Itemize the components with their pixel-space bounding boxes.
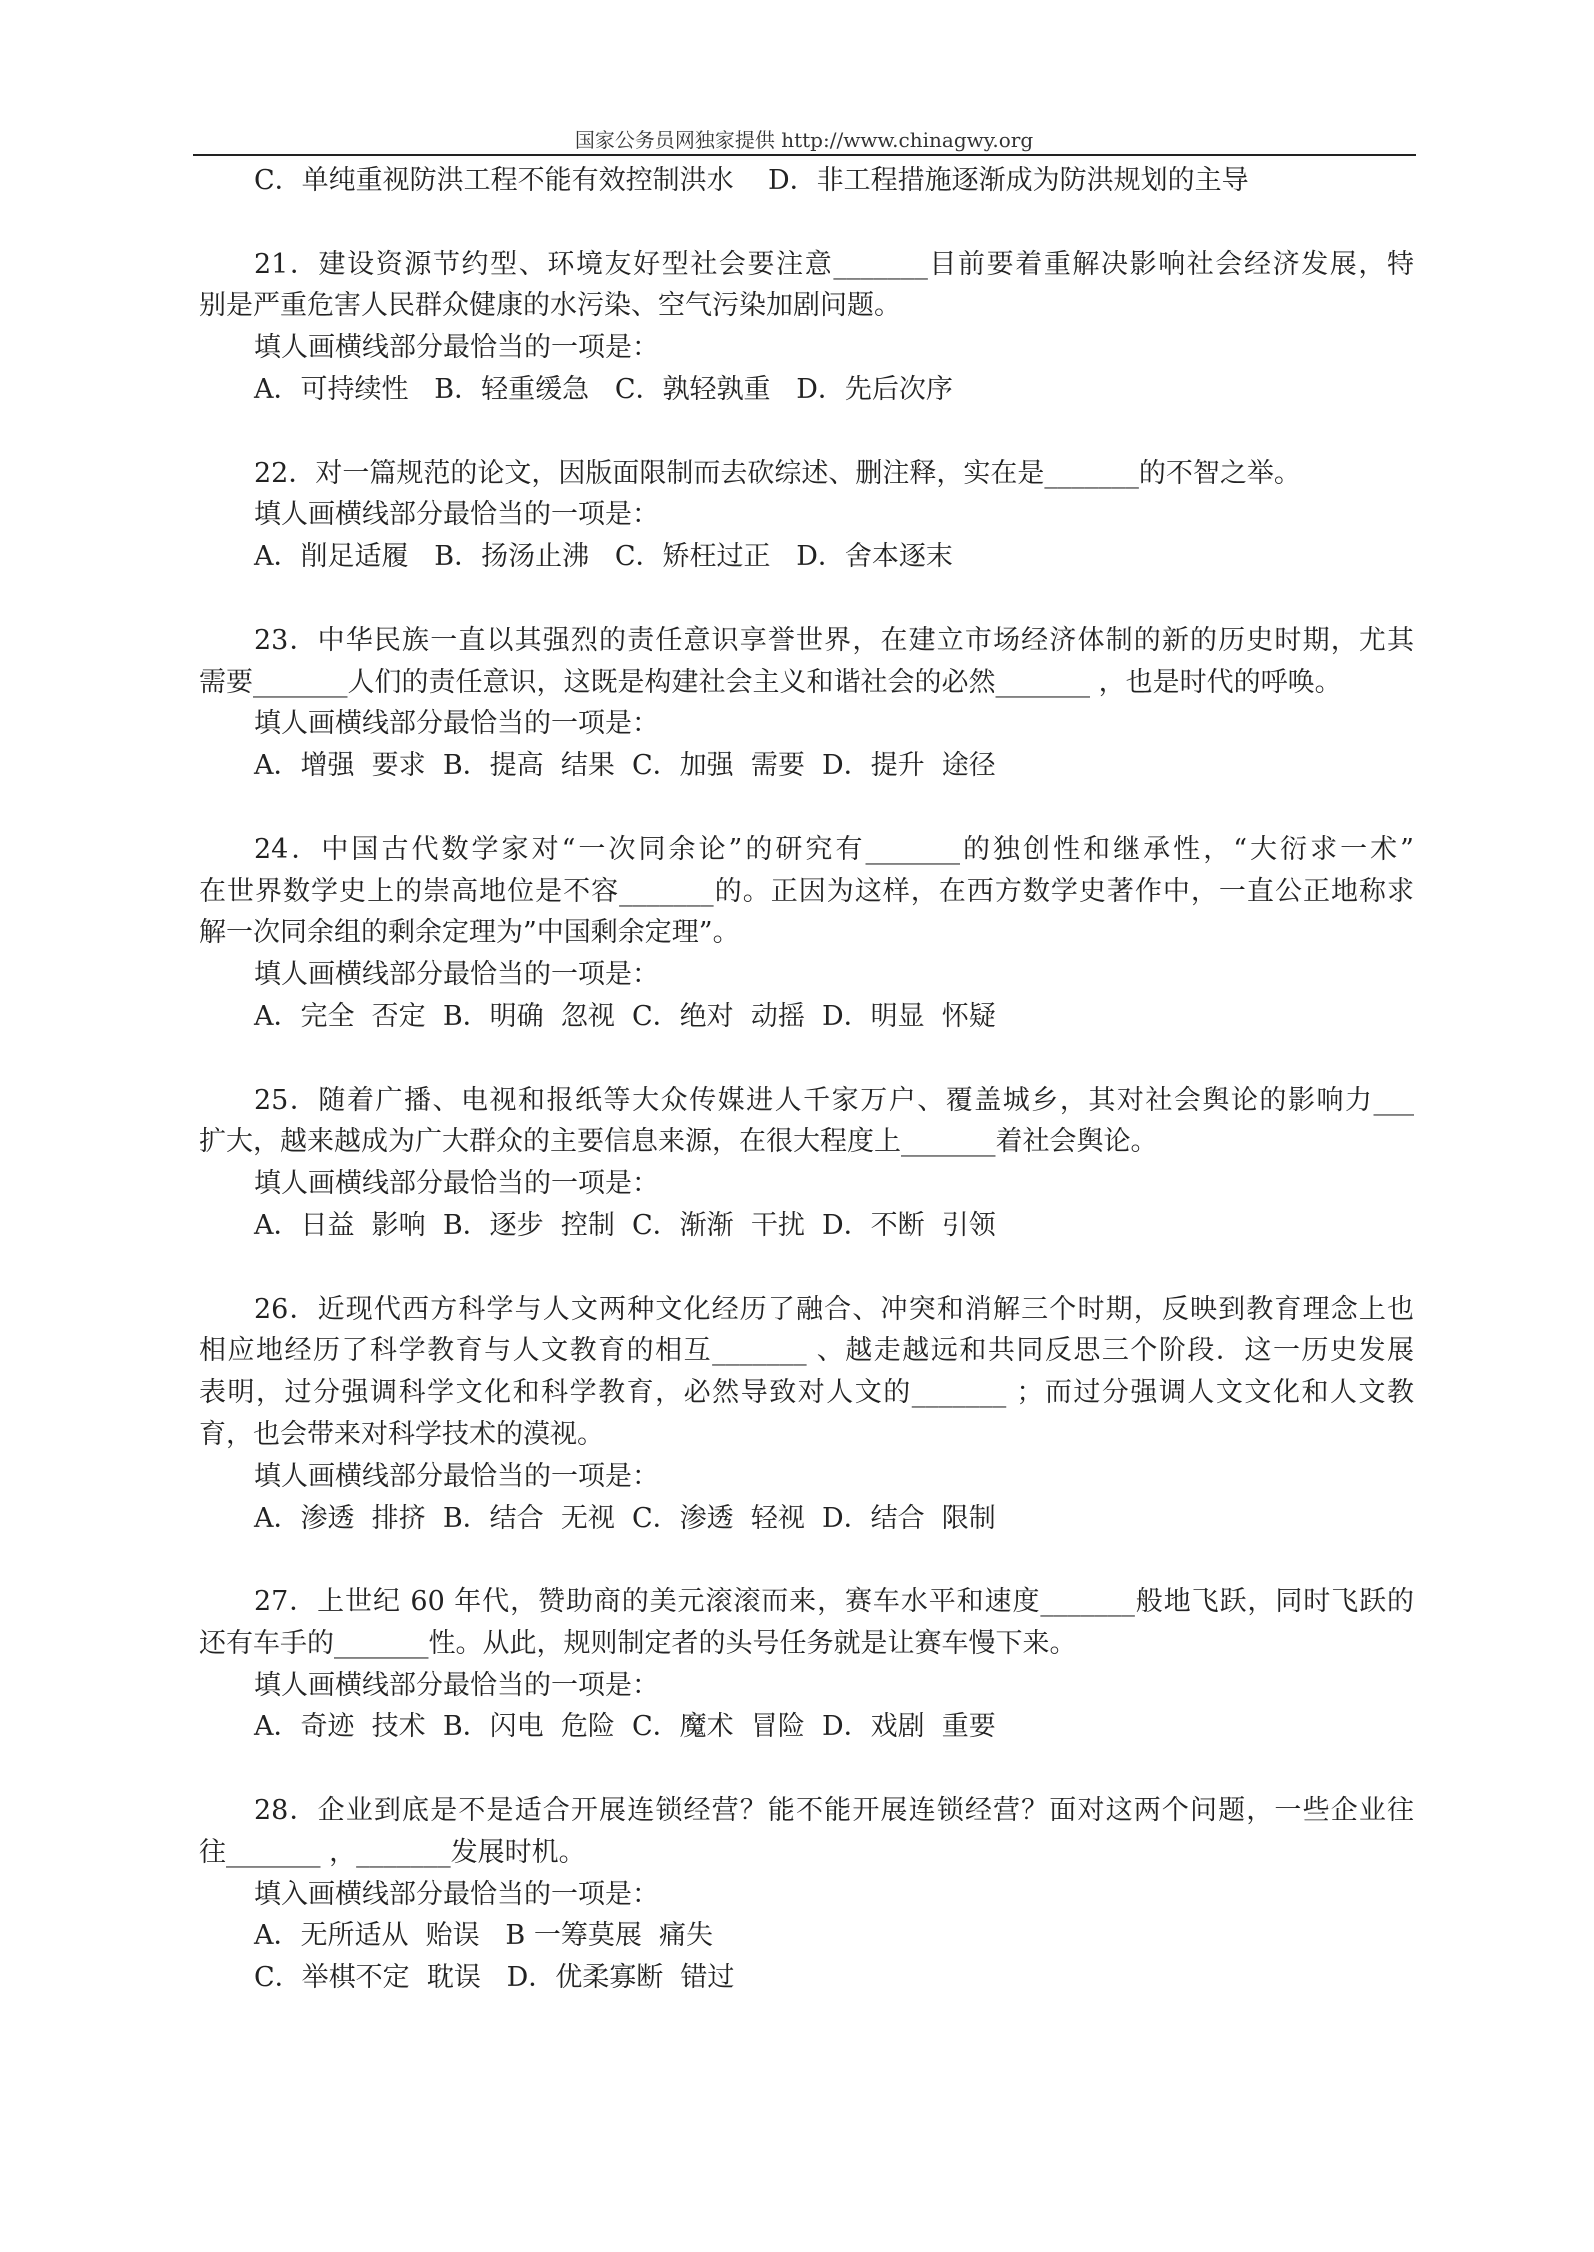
question-text-line: 26．近现代西方科学与人文两种文化经历了融合、冲突和消解三个时期，反映到教育理念上也 xyxy=(254,1293,1414,1325)
question-prompt: 填人画横线部分最恰当的一项是： xyxy=(254,1168,659,1200)
question-prompt: 填人画横线部分最恰当的一项是： xyxy=(254,708,659,740)
carryover-options: C．单纯重视防洪工程不能有效控制洪水 D．非工程措施逐渐成为防洪规划的主导 xyxy=(254,165,1249,196)
question-prompt: 填入画横线部分最恰当的一项是： xyxy=(254,1878,659,1910)
spacer xyxy=(199,1247,1414,1289)
spacer xyxy=(199,1539,1414,1581)
question-text-line: 往_______ ，_______发展时机。 xyxy=(199,1836,586,1868)
question-text-line: 扩大，越来越成为广大群众的主要信息来源，在很大程度上_______着社会舆论。 xyxy=(199,1126,1158,1158)
question-text-line: 表明，过分强调科学文化和科学教育，必然导致对人文的_______ ；而过分强调人文文化和人文教 xyxy=(199,1377,1414,1409)
page-header: 国家公务员网独家提供 http://www.chinagwy.org xyxy=(574,128,1034,152)
spacer xyxy=(199,202,1414,244)
question-text-line: 21．建设资源节约型、环境友好型社会要注意_______目前要着重解决影响社会经济发展，特 xyxy=(254,248,1414,280)
question-options: A．完全 否定 B．明确 忽视 C．绝对 动摇 D．明显 怀疑 xyxy=(254,1000,996,1032)
spacer xyxy=(199,1748,1414,1790)
question-options: C．举棋不定 耽误 D．优柔寡断 错过 xyxy=(254,1962,735,1994)
question-text-line: 相应地经历了科学教育与人文教育的相互_______ 、越走越远和共同反思三个阶段．这一历史发展 xyxy=(199,1335,1414,1367)
header-divider xyxy=(193,154,1416,156)
question-prompt: 填人画横线部分最恰当的一项是： xyxy=(254,332,659,364)
question-text-line: 需要_______人们的责任意识，这既是构建社会主义和谐社会的必然_______ ，也是时代的呼唤。 xyxy=(199,666,1342,698)
question-prompt: 填人画横线部分最恰当的一项是： xyxy=(254,1460,659,1492)
spacer xyxy=(199,787,1414,829)
question-options: A．日益 影响 B．逐步 控制 C．渐渐 干扰 D．不断 引领 xyxy=(254,1209,996,1241)
question-text-line: 在世界数学史上的崇高地位是不容_______的。正因为这样，在西方数学史著作中，一直公正地称求 xyxy=(199,875,1414,907)
question-prompt: 填人画横线部分最恰当的一项是： xyxy=(254,1669,659,1701)
question-options: A．削足适履 B．扬汤止沸 C．矫枉过正 D．舍本逐末 xyxy=(254,541,953,573)
question-text-line: 25．随着广播、电视和报纸等大众传媒进人千家万户、覆盖城乡，其对社会舆论的影响力___ xyxy=(254,1084,1414,1116)
question-options: A．增强 要求 B．提高 结果 C．加强 需要 D．提升 途径 xyxy=(254,750,996,782)
question-options: A．无所适从 贻误 B 一筹莫展 痛失 xyxy=(254,1920,713,1952)
question-text-line: 28．企业到底是不是适合开展连锁经营？能不能开展连锁经营？面对这两个问题，一些企业往 xyxy=(254,1795,1414,1827)
question-options: A．可持续性 B．轻重缓急 C．孰轻孰重 D．先后次序 xyxy=(254,373,953,405)
question-prompt: 填人画横线部分最恰当的一项是： xyxy=(254,959,659,991)
document-body xyxy=(199,160,1414,1999)
spacer xyxy=(199,1038,1414,1080)
question-options: A．渗透 排挤 B．结合 无视 C．渗透 轻视 D．结合 限制 xyxy=(254,1502,996,1534)
question-text-line: 27．上世纪 60 年代，赞助商的美元滚滚而来，赛车水平和速度_______般地飞跃，同时飞跃的 xyxy=(254,1586,1414,1618)
question-options: A．奇迹 技术 B．闪电 危险 C．魔术 冒险 D．戏剧 重要 xyxy=(254,1711,996,1743)
spacer xyxy=(199,411,1414,453)
question-text-line: 还有车手的_______性。从此，规则制定者的头号任务就是让赛车慢下来。 xyxy=(199,1627,1077,1659)
spacer xyxy=(199,578,1414,620)
question-prompt: 填人画横线部分最恰当的一项是： xyxy=(254,499,659,531)
question-text-line: 24．中国古代数学家对“一次同余论”的研究有_______的独创性和继承性，“大衍求一术” xyxy=(254,833,1414,865)
question-text-line: 22．对一篇规范的论文，因版面限制而去砍综述、删注释，实在是_______的不智之举。 xyxy=(254,457,1301,489)
question-text-line: 育，也会带来对科学技术的漠视。 xyxy=(199,1418,604,1450)
question-text-line: 解一次同余组的剩余定理为”中国剩余定理”。 xyxy=(199,917,740,949)
question-text-line: 别是严重危害人民群众健康的水污染、空气污染加剧问题。 xyxy=(199,290,901,322)
question-text-line: 23．中华民族一直以其强烈的责任意识享誉世界，在建立市场经济体制的新的历史时期，尤其 xyxy=(254,624,1414,656)
